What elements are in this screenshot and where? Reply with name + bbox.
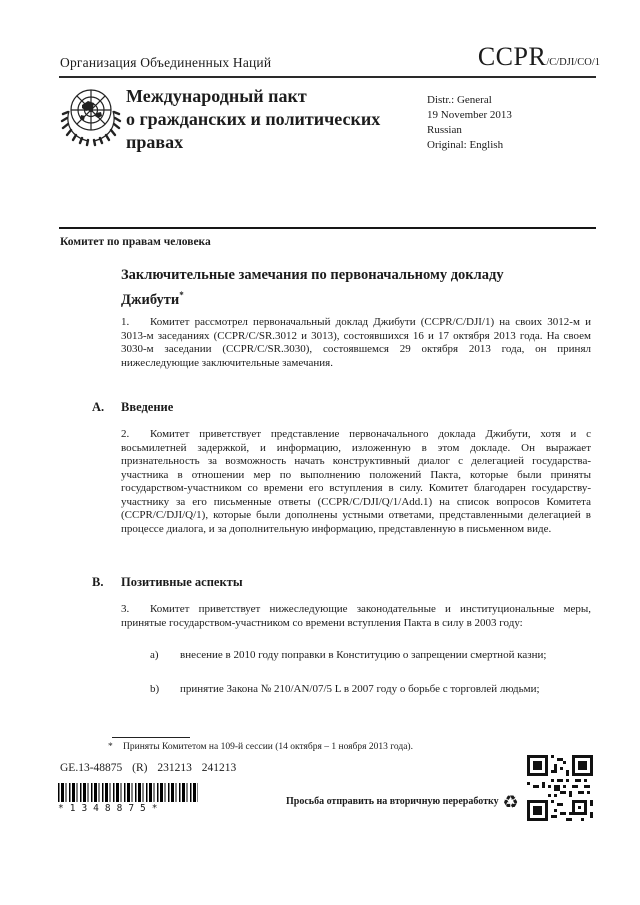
section-heading-b xyxy=(92,575,243,590)
section-heading-a xyxy=(92,400,173,415)
distribution-info xyxy=(427,93,512,153)
paragraph-text: Комитет приветствует нижеследующие законодательные и институциональные меры, принятые государством-участником со времени вступления Пакта в силу в 2003 году: xyxy=(121,603,591,629)
list-item-label: b) xyxy=(150,683,160,695)
ge-code: GE.13-48875 (R) 231213 241213 xyxy=(60,762,237,774)
document-symbol-main: CCPR xyxy=(477,42,547,71)
recycle-icon: ♻ xyxy=(502,792,519,813)
list-item-a xyxy=(121,649,591,663)
covenant-title xyxy=(126,85,380,154)
header-rule xyxy=(59,76,596,78)
paragraph-text: Комитет приветствует представление первоначального доклада Джибути, хотя и с восьмилетней задержкой, и информацию, изложенную в этом докладе. Он выражает признательность за возможность начать конструктивный диалог с делегацией государства-участника в отношении мер по выполнению положений Пакта, которые были приняты государством-участником со времени его вступления в силу. Комитет благодарен государству-участнику за его письменные ответы (CCPR/C/DJI/Q/1/Add.1) на список вопросов Комитета (CCPR/C/DJI/Q/1), которые были дополнены устными ответами, представленными делегацией в процессе диалога, и за дополнительную информацию, представленную в письменном виде. xyxy=(121,428,591,535)
covenant-title-line: Международный пакт xyxy=(126,86,307,106)
section-title: Позитивные аспекты xyxy=(121,575,243,589)
distr-line: 19 November 2013 xyxy=(427,109,512,121)
qr-code-icon xyxy=(527,755,593,821)
committee-heading: Комитет по правам человека xyxy=(60,236,211,248)
document-title-text: Заключительные замечания по первоначальному докладу Джибути xyxy=(121,267,504,308)
section-label: A. xyxy=(92,400,105,414)
recycle-note xyxy=(286,792,519,813)
footnote xyxy=(108,742,538,752)
section-rule xyxy=(59,227,596,229)
paragraph-number: 2. xyxy=(121,428,130,440)
paragraph-number: 3. xyxy=(121,603,130,615)
paragraph-text: Комитет рассмотрел первоначальный доклад Джибути (CCPR/C/DJI/1) на своих 3012-м и 3013-м заседаниях (CCPR/C/SR.3012 и 3013), состоявшихся 16 и 17 октября 2013 года. На своем 3030-м заседании (CCPR/C/SR.3030), состоявшемся 29 октября 2013 года, он принял нижеследующие заключительные замечания. xyxy=(121,316,591,369)
recycle-text: Просьба отправить на вторичную переработку xyxy=(286,796,499,807)
paragraph-2 xyxy=(121,428,591,536)
footnote-marker-ref: * xyxy=(179,290,184,300)
covenant-title-line: о гражданских и политических xyxy=(126,109,381,129)
list-item-text: внесение в 2010 году поправки в Конституцию о запрещении смертной казни; xyxy=(180,649,547,661)
document-title xyxy=(121,265,513,310)
list-item-text: принятие Закона № 210/AN/07/5 L в 2007 году о борьбе с торговлей людьми; xyxy=(180,683,540,695)
distr-line: Original: English xyxy=(427,139,504,151)
barcode-bars-icon xyxy=(58,783,198,802)
document-symbol xyxy=(478,42,600,72)
covenant-title-line: правах xyxy=(126,132,184,152)
footnote-rule xyxy=(112,737,190,738)
document-symbol-suffix: /C/DJI/CO/1 xyxy=(546,57,600,68)
section-title: Введение xyxy=(121,400,174,414)
org-name: Организация Объединенных Наций xyxy=(60,55,272,70)
footnote-text: Приняты Комитетом на 109-й сессии (14 октября – 1 ноября 2013 года). xyxy=(123,742,413,752)
list-item-b xyxy=(121,683,591,697)
section-label: B. xyxy=(92,575,104,589)
paragraph-number: 1. xyxy=(121,316,130,328)
distr-line: Distr.: General xyxy=(427,94,492,106)
paragraph-3 xyxy=(121,603,591,630)
distr-line: Russian xyxy=(427,124,462,136)
un-emblem-icon xyxy=(55,80,127,152)
barcode-text: *1348875* xyxy=(58,803,164,814)
footnote-marker: * xyxy=(108,742,113,752)
paragraph-1 xyxy=(121,316,591,370)
list-item-label: a) xyxy=(150,649,159,661)
barcode xyxy=(58,783,198,814)
